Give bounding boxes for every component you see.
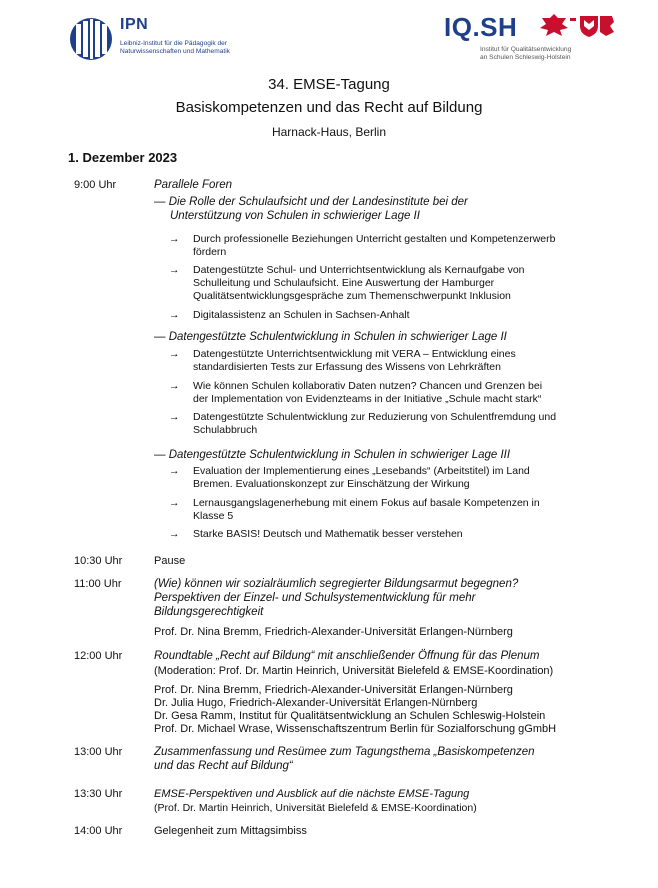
session-title-1100: (Wie) können wir sozialräumlich segregierter Bildungsarmut begegnen? Perspektiven der Einzel- und Schulsystementwicklung für mehr Bildungsgerechtigkeit (154, 578, 519, 618)
ipn-subtitle: Leibniz-Institut für die Pädagogik der Naturwissenschaften und Mathematik (120, 40, 230, 55)
session-title-1200: Roundtable „Recht auf Bildung“ mit anschließender Öffnung für das Plenum (154, 650, 540, 662)
ipn-emblem-icon (68, 16, 114, 62)
arrow-icon: → (169, 309, 180, 321)
arrow-icon: → (169, 233, 180, 245)
arrow-icon: → (169, 411, 180, 423)
conference-title: Basiskompetenzen und das Recht auf Bildung (175, 99, 483, 116)
arrow-icon: → (169, 528, 180, 540)
session-title-0900: Parallele Foren (154, 179, 232, 191)
time-1300: 13:00 Uhr (74, 746, 123, 758)
iqsh-logo (444, 12, 619, 66)
conference-edition: 34. EMSE-Tagung (268, 76, 390, 93)
iqsh-name: IQ.SH (444, 12, 518, 42)
moderation-1200: (Moderation: Prof. Dr. Martin Heinrich, Universität Bielefeld & EMSE-Koordination) (154, 665, 554, 677)
time-0900: 9:00 Uhr (74, 179, 117, 191)
moderation-1330: (Prof. Dr. Martin Heinrich, Universität Bielefeld & EMSE-Koordination) (154, 802, 477, 814)
arrow-icon: → (169, 380, 180, 392)
arrow-icon: → (169, 348, 180, 360)
time-1030: 10:30 Uhr (74, 555, 123, 567)
panel-list (154, 684, 556, 736)
list-item: Prof. Dr. Nina Bremm, Friedrich-Alexander-Universität Erlangen-Nürnberg (154, 684, 513, 696)
conference-venue: Harnack-Haus, Berlin (271, 125, 387, 139)
session-title-1300: Zusammenfassung und Resümee zum Tagungsthema „Basiskompetenzen und das Recht auf Bildung“ (154, 746, 535, 772)
arrow-icon: → (169, 465, 180, 477)
forum-2-title: — Datengestützte Schulentwicklung in Schulen in schwieriger Lage II (154, 331, 507, 343)
time-1100: 11:00 Uhr (74, 578, 122, 590)
time-1200: 12:00 Uhr (74, 650, 123, 662)
coat-of-arms-icon (540, 14, 616, 38)
ipn-logo (68, 14, 268, 70)
forum-1-title: — Die Rolle der Schulaufsicht und der Landesinstitute bei der Unterstützung von Schulen in schwieriger Lage II (154, 196, 468, 222)
time-1330: 13:30 Uhr (74, 788, 123, 800)
speaker-1100: Prof. Dr. Nina Bremm, Friedrich-Alexander-Universität Erlangen-Nürnberg (154, 626, 513, 638)
session-title-1330: EMSE-Perspektiven und Ausblick auf die nächste EMSE-Tagung (154, 788, 470, 800)
arrow-icon: → (169, 264, 180, 276)
time-1400: 14:00 Uhr (74, 825, 123, 837)
arrow-icon: → (169, 497, 180, 509)
list-item: Dr. Gesa Ramm, Institut für Qualitätsentwicklung an Schulen Schleswig-Holstein (154, 710, 546, 722)
forum-3-title: — Datengestützte Schulentwicklung in Schulen in schwieriger Lage III (154, 449, 511, 461)
session-title-1030: Pause (154, 555, 186, 567)
program-date: 1. Dezember 2023 (68, 150, 178, 165)
ipn-name: IPN (120, 16, 149, 33)
iqsh-subtitle: Institut für Qualitätsentwicklung an Schulen Schleswig-Holstein (480, 46, 572, 61)
list-item: Dr. Julia Hugo, Friedrich-Alexander-Universität Erlangen-Nürnberg (154, 697, 478, 709)
list-item: Prof. Dr. Michael Wrase, Wissenschaftszentrum Berlin für Sozialforschung gGmbH (154, 723, 557, 735)
session-title-1400: Gelegenheit zum Mittagsimbiss (154, 825, 307, 837)
